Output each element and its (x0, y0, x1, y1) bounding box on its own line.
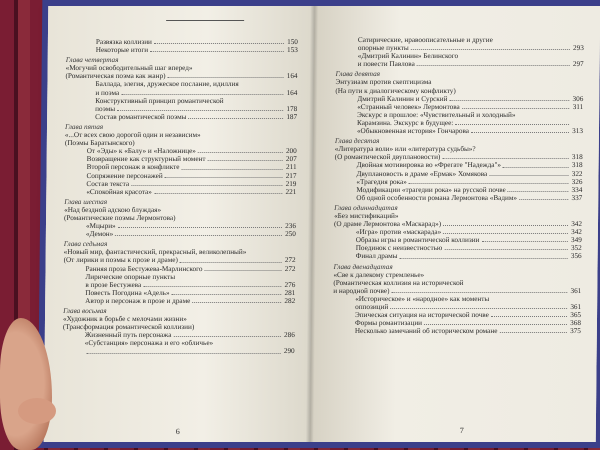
toc-entry-title: (Романтическая поэма как жанр) (65, 72, 166, 81)
leader-dots (192, 302, 281, 303)
toc-entry (64, 180, 296, 188)
toc-line: «Без мистификаций» (334, 211, 399, 220)
toc-entry-title: Поединок с неизвестностью (355, 244, 443, 253)
toc-entry-title: «Мцыри» (85, 222, 116, 231)
chapter-heading: Глава пятая (64, 122, 104, 131)
toc-page-number: 356 (570, 252, 582, 261)
toc-page-number: 337 (571, 193, 583, 202)
toc-page-number: 318 (571, 153, 583, 162)
toc-page-number: 219 (285, 179, 297, 188)
toc-entry (65, 163, 297, 171)
open-book (44, 6, 600, 442)
toc-entry (64, 256, 296, 264)
toc-page-number: 297 (572, 60, 584, 69)
leader-dots (442, 158, 568, 159)
toc-line: (Романтическая коллизия на исторической (333, 278, 464, 287)
toc-entry (333, 319, 581, 327)
toc-page-number: 368 (570, 319, 582, 328)
toc-entry-title: в прозе Бестужева (85, 280, 142, 289)
toc-page-number: 281 (284, 288, 296, 297)
toc-line: (Поэмы Баратынского) (64, 139, 135, 148)
chapter-heading: Глава восьмая (63, 307, 107, 315)
toc-page-number: 349 (571, 236, 582, 245)
toc-entry (334, 252, 582, 260)
toc-page-number: 326 (571, 177, 583, 186)
toc-page-number: 272 (284, 256, 296, 265)
toc-entry-title: «Странный человек» Лермонтова (357, 102, 460, 111)
page-number-left: 6 (175, 427, 180, 436)
toc-entry (335, 153, 583, 161)
toc-line: «Историческое» и «народное» как моменты (355, 294, 490, 303)
toc-entry (64, 188, 296, 196)
leader-dots (189, 118, 284, 119)
toc-entry-title: Повесть Погодина «Адель» (85, 288, 170, 297)
leader-dots (391, 292, 567, 293)
toc-page-number: 221 (285, 187, 297, 196)
page-number-right: 7 (459, 426, 464, 435)
toc-entry (63, 347, 295, 355)
leader-dots (455, 124, 569, 125)
toc-page-number: 153 (286, 46, 298, 55)
toc-line: (Романтические поэмы Лермонтова) (64, 213, 176, 222)
toc-entry (335, 103, 583, 111)
toc-page-number: 352 (570, 244, 582, 253)
toc-entry-title: Жизненный путь персонажа (84, 331, 172, 340)
toc-page-number: 211 (286, 163, 297, 172)
toc-entry (65, 105, 297, 113)
toc-entry-title: «Демон» (85, 230, 114, 239)
leader-dots (489, 175, 568, 176)
toc-entry-title: и народной почве) (333, 286, 390, 295)
toc-entry-title: Образы игры в романтической коллизии (355, 236, 480, 245)
toc-entry (335, 119, 583, 127)
toc-entry-title: поэмы (95, 104, 116, 113)
leader-dots (121, 94, 283, 95)
toc-page-number: 342 (571, 220, 583, 229)
toc-entry (64, 230, 296, 238)
leader-dots (143, 286, 281, 287)
toc-page-number: 207 (285, 155, 297, 164)
toc-page-number: 290 (283, 347, 295, 356)
toc-entry-title: «Обыкновенная история» Гончарова (356, 127, 470, 136)
toc-entry-title: Двуплановость в драме «Ермак» Хомякова (356, 169, 488, 178)
toc-entry-title: «Спокойная красота» (86, 187, 152, 196)
leader-dots (462, 108, 570, 109)
toc-entry-title: опорные пункты (357, 44, 409, 53)
toc-entry (334, 186, 582, 194)
leader-dots (87, 353, 281, 354)
leader-dots (181, 169, 282, 170)
toc-entry (66, 46, 298, 54)
toc-entry (334, 228, 582, 236)
toc-page-number: 342 (571, 228, 582, 237)
toc-entry (66, 72, 298, 80)
leader-dots (481, 241, 567, 242)
leader-dots (154, 193, 282, 194)
toc-entry (63, 297, 295, 305)
leader-dots (409, 183, 569, 184)
toc-page-number: 164 (286, 88, 298, 97)
toc-entry-title: Финал драмы (355, 252, 398, 261)
leader-dots (444, 249, 567, 250)
toc-page-number: 365 (570, 311, 582, 320)
leader-dots (131, 185, 282, 186)
toc-page-number: 200 (285, 147, 297, 156)
toc-entry-title: Дмитрий Калинин и Сурский (357, 94, 448, 103)
toc-line: Сатирические, нравоописательные и другие (357, 36, 493, 44)
toc-line: Баллада, элегия, дружеское послание, идиллия (95, 80, 239, 89)
toc-entry-title: и повести Павлова (357, 60, 415, 69)
leader-dots (173, 336, 280, 337)
leader-dots (499, 332, 566, 333)
toc-entry (333, 327, 581, 335)
right-page (310, 6, 600, 442)
toc-entry-title: Несколько замечаний об историческом романе (354, 327, 498, 336)
leader-dots (471, 132, 569, 133)
leader-dots (118, 227, 282, 228)
toc-line: «Литература воли» или «литература судьбы»? (334, 145, 476, 154)
toc-entry (63, 281, 295, 289)
toc-line: «Над бездной адскою блуждая» (64, 205, 162, 214)
toc-entry-title: Эпическая ситуация на исторической почве (355, 311, 489, 320)
toc-entry-title: Состав текста (86, 179, 130, 188)
toc-entry (64, 172, 296, 180)
toc-page-number: 217 (285, 171, 297, 180)
leader-dots (491, 316, 567, 317)
chapter-heading: Глава четвертая (65, 56, 119, 65)
toc-entry-title: (От лирики и поэмы к прозе и драме) (63, 256, 178, 265)
toc-page-number: 361 (570, 303, 582, 311)
toc-entry-title: Двойная мотивировка во «Фрегате "Надежда"» (356, 161, 502, 170)
chapter-heading: Глава одиннадцатая (334, 203, 398, 212)
leader-dots (180, 262, 282, 263)
toc-entry (333, 311, 581, 319)
toc-page-number: 272 (284, 264, 296, 273)
toc-entry (334, 170, 582, 178)
chapter-heading: Глава девятая (335, 70, 381, 79)
toc-line: «Све к далекому стремленье» (333, 270, 425, 279)
toc-entry-title: Об одной особенности романа Лермонтова «Вадим» (356, 193, 518, 202)
leader-dots (167, 77, 283, 78)
leader-dots (150, 51, 284, 52)
toc-entry (335, 95, 583, 103)
toc-entry (65, 113, 297, 121)
toc-line: Энтузиазм против скептицизма (335, 78, 432, 87)
leader-dots (399, 258, 567, 259)
toc-page-number: 150 (287, 38, 298, 46)
toc-entry-title: оппозиций (355, 303, 389, 311)
toc-entry-title: Автор и персонаж в прозе и драме (85, 296, 191, 305)
toc-entry-title: (О романтической двуплановости) (334, 153, 441, 162)
toc-line: (На пути к диалогическому конфликту) (335, 86, 456, 95)
leader-dots (390, 308, 567, 309)
toc-line: «Дмитрий Калинин» Белинского (357, 52, 459, 61)
leader-dots (198, 152, 283, 153)
leader-dots (449, 100, 569, 101)
toc-entry-title: Состав романтической поэмы (95, 112, 187, 121)
toc-page-number: 187 (286, 112, 298, 121)
toc-page-number: 276 (284, 280, 296, 289)
toc-entry-title: (О драме Лермонтова «Маскарад») (333, 220, 442, 229)
toc-entry (336, 60, 584, 68)
toc-page-number: 375 (570, 327, 581, 336)
leader-dots (443, 233, 568, 234)
toc-entry-title: Развязка коллизии (95, 38, 152, 46)
thumb (18, 398, 56, 424)
toc-entry (334, 236, 582, 244)
toc-entry-title: Карамзина. Экскурс в будущее: (357, 118, 454, 127)
toc-line: «Художник в борьбе с мелочами жизни» (62, 315, 187, 324)
leader-dots (424, 324, 567, 325)
toc-line: «Новый мир, фантастический, прекрасный, великолепный» (63, 248, 247, 257)
toc-entry (66, 38, 298, 46)
toc-line: Экскурс в прошлое: «Чувствительный и холодный» (357, 110, 516, 119)
toc-entry-title: Ранняя проза Бестужева-Марлинского (85, 264, 203, 273)
toc-entry-title: и поэма (95, 88, 120, 97)
toc-page-number: 334 (571, 185, 583, 194)
toc-page-number: 178 (286, 104, 298, 113)
leader-dots (165, 177, 283, 178)
chapter-heading: Глава шестая (64, 197, 108, 206)
toc-entry-title: «Трагедия рока» (356, 177, 407, 186)
toc-line: Лирические опорные пункты (85, 272, 176, 281)
leader-dots (508, 191, 569, 192)
leader-dots (154, 43, 284, 44)
toc-entry-title: Сопряжение персонажей (86, 171, 163, 180)
toc-entry-title: Некоторые итоги (95, 46, 149, 55)
toc-right (333, 36, 584, 335)
toc-entry-title: Формы романтизации (354, 319, 423, 328)
toc-page-number: 318 (571, 161, 583, 170)
toc-entry-title: Модификации «трагедии рока» на русской почве (356, 185, 506, 194)
toc-entry (65, 89, 297, 97)
toc-line: «Субстанция» персонажа и его «обличье» (84, 339, 214, 348)
toc-page-number: 236 (285, 222, 297, 231)
header-rule (166, 20, 244, 21)
chapter-heading: Глава десятая (334, 137, 380, 146)
toc-entry (63, 265, 295, 273)
toc-page-number: 322 (571, 169, 583, 178)
toc-entry (334, 220, 582, 228)
toc-entry-title: «Игра» против «маскарада» (355, 228, 442, 237)
leader-dots (208, 160, 283, 161)
toc-entry (333, 303, 581, 311)
toc-page-number: 250 (285, 230, 296, 239)
leader-dots (503, 167, 569, 168)
toc-entry (63, 331, 295, 339)
toc-entry (335, 161, 583, 169)
toc-entry (334, 244, 582, 252)
leader-dots (519, 199, 568, 200)
leader-dots (117, 110, 283, 111)
toc-line: (Трансформация романтической коллизии) (62, 323, 195, 332)
toc-entry (336, 44, 584, 52)
leader-dots (172, 294, 282, 295)
toc-entry (334, 178, 582, 186)
toc-page-number: 306 (572, 94, 584, 103)
toc-entry (334, 194, 582, 202)
toc-entry (63, 289, 295, 297)
leader-dots (204, 270, 281, 271)
toc-entry-title: Возвращение как структурный момент (86, 155, 206, 164)
toc-entry (335, 127, 583, 135)
toc-page-number: 282 (284, 296, 296, 305)
leader-dots (411, 49, 570, 50)
toc-entry (64, 222, 296, 230)
toc-left (63, 38, 298, 356)
toc-line: «...От всех свою дорогой один и независим» (64, 131, 201, 140)
toc-page-number: 164 (286, 72, 298, 81)
toc-page-number: 293 (573, 44, 584, 53)
toc-entry (65, 155, 297, 163)
toc-line: «Могучий освободительный шаг вперед» (65, 64, 193, 73)
toc-entry-title: От «Эды» к «Балу» и «Наложнице» (86, 147, 196, 156)
chapter-heading: Глава седьмая (63, 240, 108, 249)
left-page (44, 6, 315, 442)
toc-entry (333, 287, 581, 295)
chapter-heading: Глава двенадцатая (333, 262, 393, 271)
toc-entry (65, 147, 297, 155)
toc-page-number: 313 (572, 127, 584, 136)
toc-page-number: 286 (284, 331, 295, 340)
toc-line: Конструктивный принцип романтической (95, 96, 224, 105)
leader-dots (115, 235, 282, 236)
leader-dots (417, 65, 570, 66)
toc-page-number: 311 (572, 102, 584, 111)
toc-entry-title: Второй персонаж в конфликте (86, 163, 180, 172)
leader-dots (443, 225, 568, 226)
toc-page-number: 361 (570, 286, 582, 295)
